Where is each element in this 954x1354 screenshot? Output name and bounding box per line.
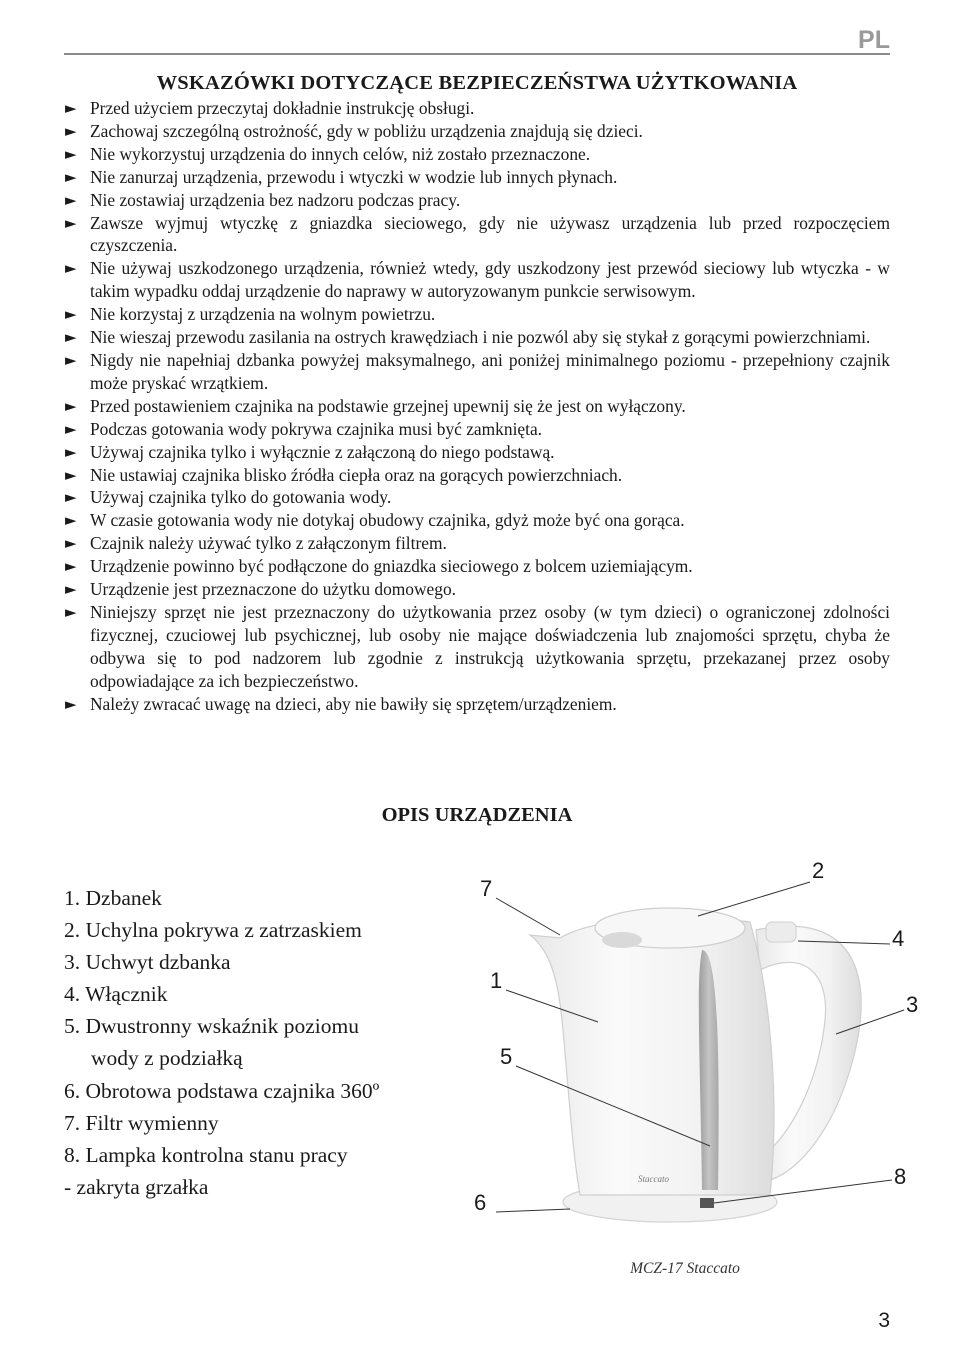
brand-mark: Staccato [638, 1174, 669, 1184]
list-item: ► W czasie gotowania wody nie dotykaj obudowy czajnika, gdyż może być ona gorąca. [65, 510, 685, 531]
list-item: ► Nie używaj uszkodzonego urządzenia, również wtedy, gdy uszkodzony jest przewód sieciowy lub wtyczka - w takim wypadku oddaj urządzenie do naprawy w autoryzowanym punkcie serwisowym. [65, 258, 890, 302]
list-item: ► Nie zostawiaj urządzenia bez nadzoru podczas pracy. [65, 189, 461, 210]
bullet-arrow-icon: ► [65, 534, 77, 553]
bullet-arrow-icon: ► [65, 167, 77, 186]
callout-1: 1 [490, 968, 503, 993]
bullet-arrow-icon: ► [65, 350, 77, 369]
list-item: ► Przed postawieniem czajnika na podstawie grzejnej upewnij się że jest on wyłączony. [65, 395, 686, 416]
list-item: ► Zachowaj szczególną ostrożność, gdy w pobliżu urządzenia znajdują się dzieci. [65, 120, 643, 141]
bullet-arrow-icon: ► [65, 99, 77, 117]
callout-5: 5 [500, 1044, 513, 1069]
callout-7: 7 [480, 876, 493, 901]
bullet-arrow-icon: ► [65, 580, 77, 599]
header-rule [64, 53, 890, 55]
list-item: ► Nie korzystaj z urządzenia na wolnym powietrzu. [65, 304, 436, 325]
kettle-body [530, 917, 774, 1195]
list-item: 2. Uchylna pokrywa z zatrzaskiem [64, 918, 362, 943]
callout-4: 4 [892, 926, 905, 951]
bullet-arrow-icon: ► [65, 305, 77, 324]
power-indicator-lamp [700, 1198, 714, 1208]
safety-list [64, 97, 890, 715]
list-item: ► Podczas gotowania wody pokrywa czajnika musi być zamknięta. [65, 418, 543, 439]
list-item: wody z podziałką [91, 1046, 243, 1071]
list-item: ► Nigdy nie napełniaj dzbanka powyżej maksymalnego, ani poniżej minimalnego poziomu - przepełniony czajnik może pryskać wrzątkiem. [65, 349, 890, 393]
list-item: ► Nie wieszaj przewodu zasilania na ostrych krawędziach i nie pozwól aby się stykał z gorącymi powierzchniami. [65, 327, 871, 348]
list-item: ► Urządzenie jest przeznaczone do użytku domowego. [65, 579, 457, 600]
bullet-arrow-icon: ► [65, 694, 77, 713]
language-code: PL [858, 26, 890, 54]
description-section-title: OPIS URZĄDZENIA [381, 804, 573, 826]
list-item: ► Urządzenie powinno być podłączone do gniazdka sieciowego z bolcem uziemiającym. [65, 556, 693, 577]
kettle-illustration [470, 850, 930, 1230]
bullet-arrow-icon: ► [65, 396, 77, 415]
bullet-arrow-icon: ► [65, 328, 77, 347]
kettle-figure [470, 850, 930, 1230]
list-item: 4. Włącznik [64, 982, 168, 1007]
list-item: 6. Obrotowa podstawa czajnika 360º [64, 1078, 380, 1103]
bullet-arrow-icon: ► [65, 602, 77, 621]
page-number: 3 [878, 1309, 890, 1332]
list-item: ► Używaj czajnika tylko i wyłącznie z załączoną do niego podstawą. [65, 441, 555, 462]
list-item: ► Nie ustawiaj czajnika blisko źródła ciepła oraz na gorących powierzchniach. [65, 464, 623, 485]
list-item: ► Zawsze wyjmuj wtyczkę z gniazdka sieciowego, gdy nie używasz urządzenia lub przed rozpoczęciem czyszczenia. [65, 212, 890, 256]
callout-2: 2 [812, 858, 825, 883]
bullet-arrow-icon: ► [65, 419, 77, 438]
list-item: 8. Lampka kontrolna stanu pracy [64, 1142, 348, 1167]
list-item: 7. Filtr wymienny [64, 1110, 219, 1135]
bullet-arrow-icon: ► [65, 488, 77, 507]
power-switch [766, 922, 796, 942]
list-item: ► Należy zwracać uwagę na dzieci, aby nie bawiły się sprzętem/urządzeniem. [65, 693, 617, 714]
list-item: 5. Dwustronny wskaźnik poziomu [64, 1014, 359, 1039]
bullet-arrow-icon: ► [65, 213, 77, 232]
list-item: 3. Uchwyt dzbanka [64, 950, 231, 975]
bullet-arrow-icon: ► [65, 259, 77, 278]
list-item: ► Czajnik należy używać tylko z załączonym filtrem. [65, 533, 447, 554]
bullet-arrow-icon: ► [65, 442, 77, 461]
list-item: ► Nie wykorzystuj urządzenia do innych celów, niż zostało przeznaczone. [65, 143, 591, 164]
parts-list [64, 882, 464, 1203]
bullet-arrow-icon: ► [65, 465, 77, 484]
callout-6: 6 [474, 1190, 487, 1215]
lid-window [602, 932, 642, 948]
figure-caption: MCZ-17 Staccato [630, 1260, 740, 1277]
list-item: 1. Dzbanek [64, 886, 162, 910]
callout-8: 8 [894, 1164, 907, 1189]
bullet-arrow-icon: ► [65, 121, 77, 140]
safety-section-title: WSKAZÓWKI DOTYCZĄCE BEZPIECZEŃSTWA UŻYTKOWANIA [156, 72, 798, 94]
list-item: ► Przed użyciem przeczytaj dokładnie instrukcję obsługi. [65, 98, 475, 118]
list-item: ► Nie zanurzaj urządzenia, przewodu i wtyczki w wodzie lub innych płynach. [65, 166, 618, 187]
callout-3: 3 [906, 992, 919, 1017]
list-item: - zakryta grzałka [64, 1174, 209, 1199]
bullet-arrow-icon: ► [65, 511, 77, 530]
bullet-arrow-icon: ► [65, 190, 77, 209]
list-item: ► Używaj czajnika tylko do gotowania wody. [65, 487, 392, 508]
bullet-arrow-icon: ► [65, 557, 77, 576]
list-item: ► Niniejszy sprzęt nie jest przeznaczony do użytkowania przez osoby (w tym dzieci) o ograniczonej zdolności fizycznej, czuciowej lub psychicznej, lub osoby nie mające doświadczenia lub znajomości sprzętu, chyba że odbywa się to pod nadzorem lub zgodnie z instrukcją użytkowania sprzętu, przekazanej przez osoby odpowiadające za ich bezpieczeństwo. [65, 601, 890, 691]
bullet-arrow-icon: ► [65, 144, 77, 163]
